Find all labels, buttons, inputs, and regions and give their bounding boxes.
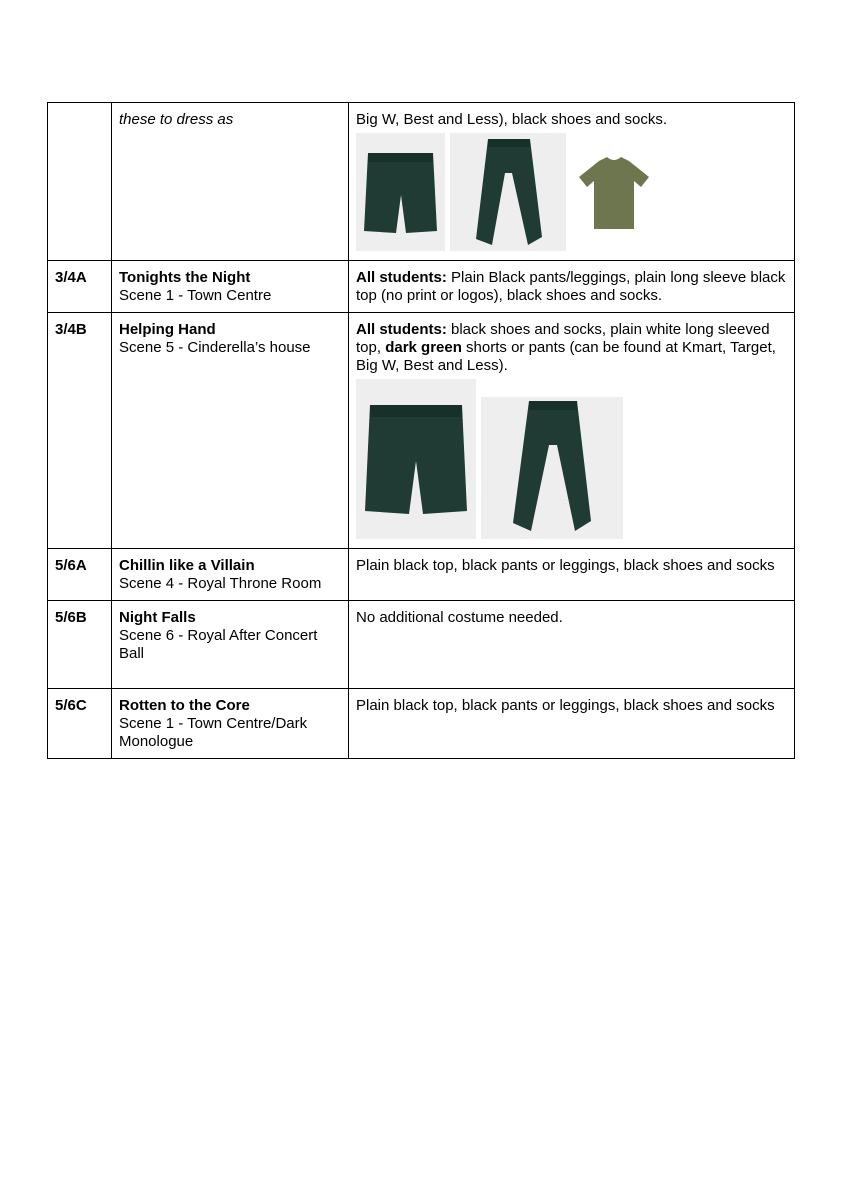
scene-label: Scene 1 - Town Centre/Dark Monologue	[119, 715, 308, 750]
table-row	[48, 601, 795, 689]
item-cell	[112, 601, 349, 689]
scene-label: Scene 6 - Royal After Concert Ball	[119, 627, 318, 662]
scene-label: Scene 5 - Cinderella’s house	[119, 339, 311, 356]
item-note: these to dress as	[119, 111, 234, 128]
costume-cell: No additional costume needed.	[349, 601, 795, 689]
class-cell	[48, 103, 112, 261]
costume-cell	[349, 103, 795, 261]
scene-label: Scene 4 - Royal Throne Room	[119, 575, 322, 592]
item-cell	[112, 689, 349, 759]
costume-table	[47, 102, 795, 759]
costume-cell: All students: black shoes and socks, plain white long sleeved top, dark green shorts or pants (can be found at Kmart, Target, Big W, Best and Less).	[349, 313, 795, 549]
costume-text: Big W, Best and Less), black shoes and socks.	[356, 111, 667, 128]
costume-cell: All students: Plain Black pants/leggings, plain long sleeve black top (no print or logos), black shoes and socks.	[349, 261, 795, 313]
green-shorts-icon	[356, 133, 445, 251]
class-cell: 3/4A	[48, 261, 112, 313]
song-title: Chillin like a Villain	[119, 557, 255, 574]
green-track-pants-icon	[450, 133, 566, 251]
table-row	[48, 261, 795, 313]
song-title: Helping Hand	[119, 321, 216, 338]
costume-cell: Plain black top, black pants or leggings, black shoes and socks	[349, 689, 795, 759]
item-cell	[112, 313, 349, 549]
class-cell: 3/4B	[48, 313, 112, 549]
item-cell	[112, 549, 349, 601]
item-cell	[112, 103, 349, 261]
song-title: Night Falls	[119, 609, 196, 626]
class-cell: 5/6A	[48, 549, 112, 601]
song-title: Tonights the Night	[119, 269, 251, 286]
green-track-pants-icon	[481, 397, 623, 539]
class-cell: 5/6C	[48, 689, 112, 759]
costume-images	[356, 133, 787, 251]
costume-images	[356, 379, 787, 539]
costume-cell: Plain black top, black pants or leggings, black shoes and socks	[349, 549, 795, 601]
table-row	[48, 103, 795, 261]
item-cell	[112, 261, 349, 313]
table-row	[48, 689, 795, 759]
table-row	[48, 549, 795, 601]
scene-label: Scene 1 - Town Centre	[119, 287, 272, 304]
class-cell: 5/6B	[48, 601, 112, 689]
song-title: Rotten to the Core	[119, 697, 250, 714]
green-shorts-icon	[356, 379, 476, 539]
table-row	[48, 313, 795, 549]
khaki-tshirt-icon	[571, 133, 657, 251]
